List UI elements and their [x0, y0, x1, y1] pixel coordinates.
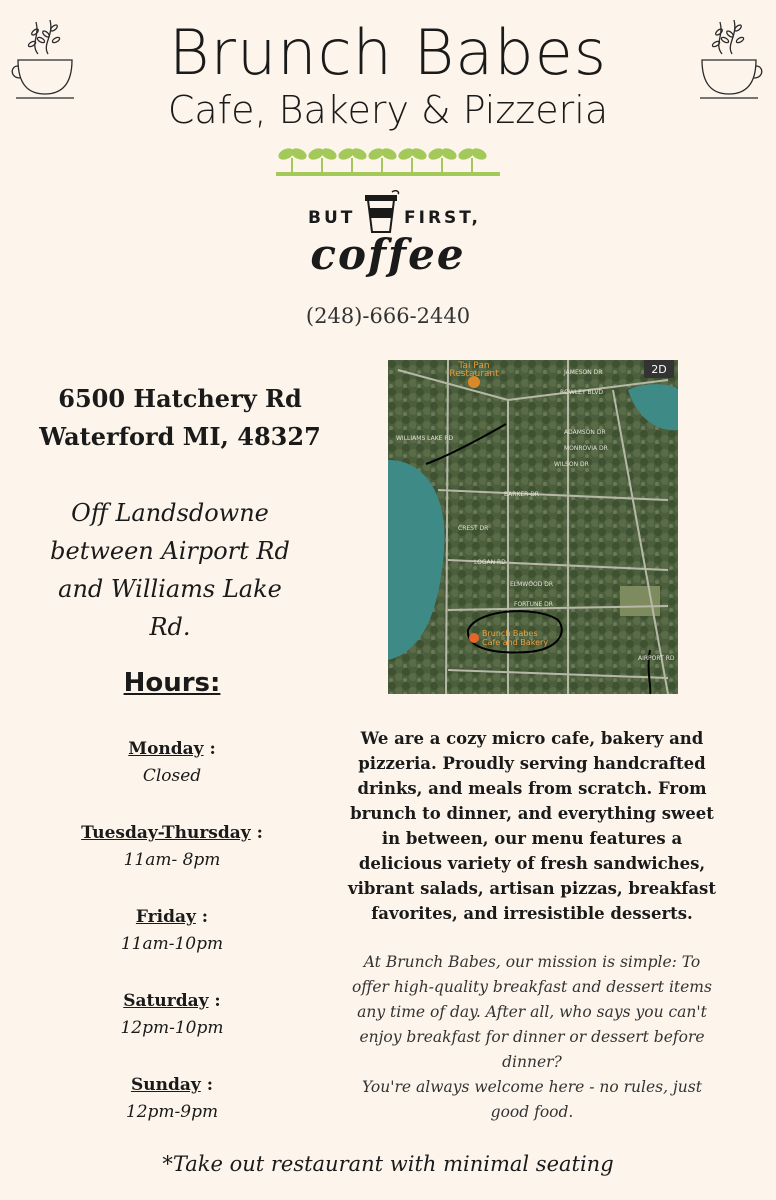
hours-heading: Hours: [123, 668, 221, 698]
day-hours: 12pm-9pm [125, 1102, 219, 1122]
about-blurb: We are a cozy micro cafe, bakery and pizzeria. Proudly serving handcrafted drinks, and meals from scratch. From brunch to dinner, and everything sweet in between, our menu features a delicious variety of fresh sandwiches, vibrant salads, artisan pizzas, breakfast favorites, and irresistible desserts. [348, 729, 716, 923]
satellite-map [388, 360, 678, 694]
logo-but: BUT [308, 208, 356, 228]
welcome-text: You're always welcome here - no rules, just good food. [362, 1078, 702, 1121]
day-name: Saturday [123, 991, 209, 1011]
day-hours: 12pm-10pm [120, 1018, 224, 1038]
map-pin-icon[interactable] [469, 633, 479, 643]
hours-item-tuesday-thursday: Tuesday-Thursday : 11am- 8pm [40, 820, 304, 904]
day-name: Friday [135, 907, 196, 927]
hours-item-friday: Friday : 11am-10pm [40, 904, 304, 988]
day-hours: 11am-10pm [120, 934, 224, 954]
map-street-label: MONROVIA DR [564, 445, 608, 452]
logo-first: FIRST, [404, 208, 481, 228]
map-street-label: AIRPORT RD [638, 655, 675, 662]
directions-block [20, 494, 320, 646]
day-hours: 11am- 8pm [123, 850, 221, 870]
map-street-label: WILSON DR [554, 461, 589, 468]
mission-text: At Brunch Babes, our mission is simple: To offer high-quality breakfast and dessert items any time of day. After all, who says you can't enjoy breakfast for dinner or dessert before dinner? [352, 953, 712, 1071]
hours-item-monday: Monday : Closed [40, 736, 304, 820]
coffee-togo-icon [362, 190, 402, 234]
map-label: Restaurant [449, 369, 499, 379]
map-street-label: ADAMSON DR [564, 429, 606, 436]
but-first-coffee-logo [304, 186, 481, 286]
mission-statement [346, 950, 718, 1125]
map-street-label: FORTUNE DR [514, 601, 553, 608]
hours-item-saturday: Saturday : 12pm-10pm [40, 988, 304, 1072]
address-line: 6500 Hatchery Rd [58, 384, 302, 413]
hours-item-sunday: Sunday : 12pm-9pm [40, 1072, 304, 1156]
page-subtitle: Cafe, Bakery & Pizzeria [167, 88, 609, 132]
day-name: Tuesday-Thursday [81, 823, 251, 843]
map-label: Tai Pan [458, 361, 490, 371]
sprouts-divider [276, 138, 500, 180]
map-pin-label: Brunch Babes [482, 629, 538, 638]
footer-note: *Take out restaurant with minimal seating [162, 1152, 614, 1176]
phone-number[interactable]: (248)-666-2440 [305, 304, 471, 328]
map-street-label: ELMWOOD DR [510, 581, 554, 588]
address-block [20, 380, 340, 456]
map-street-label: ROWLEY BLVD [560, 389, 604, 396]
map-street-label: CREST DR [458, 525, 489, 532]
directions-line: Rd. [149, 613, 191, 641]
directions-line: Off Landsdowne [71, 499, 269, 527]
directions-line: between Airport Rd [50, 537, 290, 565]
map-street-label: LOGAN RD [474, 559, 506, 566]
directions-line: and Williams Lake [58, 575, 282, 603]
map-street-label: BARKER DR [504, 491, 539, 498]
coffee-cup-icon [10, 14, 80, 104]
map-2d-badge[interactable]: 2D [651, 363, 667, 376]
day-name: Sunday [131, 1075, 201, 1095]
coffee-cup-icon [694, 14, 764, 104]
logo-coffee-script: coffee [310, 230, 466, 279]
map-street-label: JAMESON DR [564, 369, 603, 376]
map-street-label: WILLIAMS LAKE RD [396, 435, 454, 442]
page-title: Brunch Babes [168, 16, 608, 89]
day-name: Monday [128, 739, 204, 759]
address-line: Waterford MI, 48327 [39, 422, 321, 451]
map-pin-label: Cafe and Bakery [482, 638, 549, 647]
hours-list [40, 736, 304, 1156]
day-hours: Closed [142, 766, 202, 786]
